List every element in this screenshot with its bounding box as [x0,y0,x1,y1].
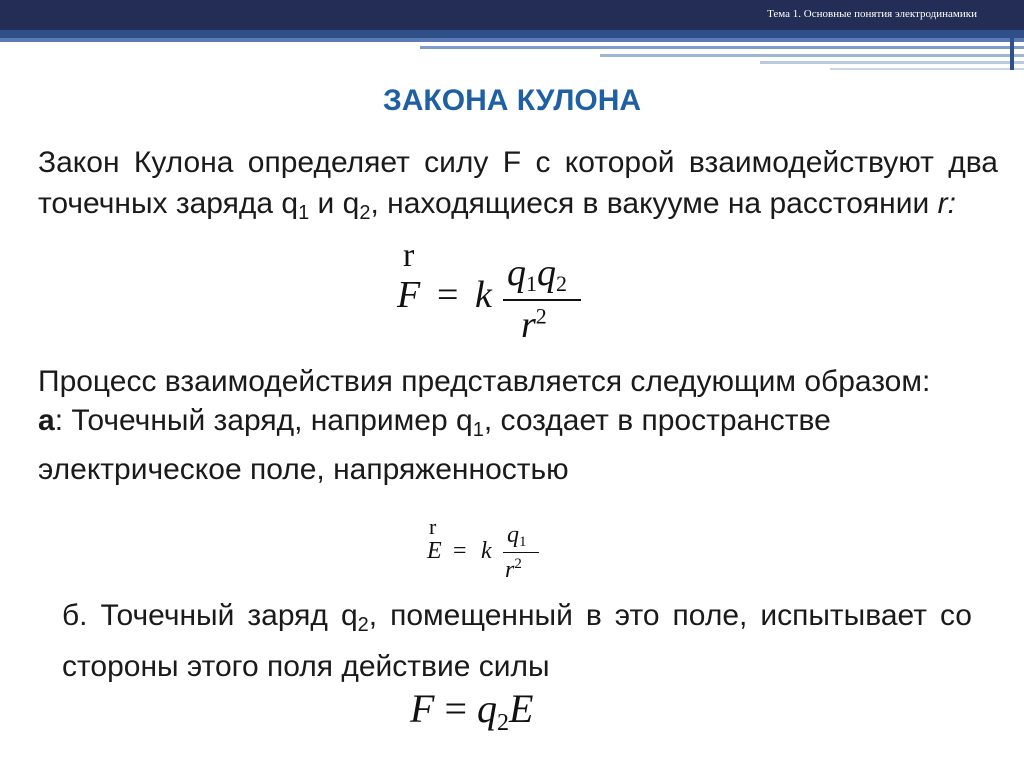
header-stripe [760,61,1024,64]
coulomb-formula [395,237,595,355]
fraction-bar [503,299,581,301]
header-stripe [0,38,1024,42]
vector-arrow-mark: r [429,514,437,539]
formula-denominator: $r^2$ [521,303,547,346]
formula-symbol: F [410,686,435,731]
formula-symbol: E [427,538,442,564]
topic-header: Тема 1. Основные понятия электродинамики [767,8,977,20]
formula-numerator: q1q2 [507,252,567,296]
process-paragraph: Процесс взаимодействия представляется следующим образом: а: Точечный заряд, например $q_1$, создает в пространстве электрическое поле, напряженностью [38,365,931,486]
formula-symbol: = [444,686,467,731]
formula-symbol: q [477,686,497,731]
header-accent [1010,30,1014,70]
formula-denominator: $r^2$ [505,556,522,583]
formula-symbol: = [453,538,467,564]
header-stripe [830,68,1024,70]
formula-symbol: k [475,274,492,316]
fraction-bar [503,552,539,553]
slide-title: ЗАКОНА КУЛОНА [382,84,642,117]
formula-numerator: q1 [507,522,527,550]
formula-symbol: F [397,274,421,316]
header-stripe [600,54,1024,57]
force-formula: $F = q_2E$ [410,686,534,736]
formula-symbol: E [509,686,534,731]
vector-arrow-mark: r [403,237,415,274]
charge-force-paragraph: б. Точечный заряд $q_2$, помещенный в это поле, испытывает со стороны этого поля действие силы [62,599,972,683]
formula-symbol: k [481,538,492,564]
header-stripe [420,46,1024,49]
field-strength-formula [425,514,555,595]
formula-symbol: = [437,274,459,316]
coulomb-law-paragraph: Закон Кулона определяет силу F с которой взаимодействуют два точечных заряда $q_1$ и $q_2$, находящиеся в вакууме на расстоянии r: [38,146,998,224]
